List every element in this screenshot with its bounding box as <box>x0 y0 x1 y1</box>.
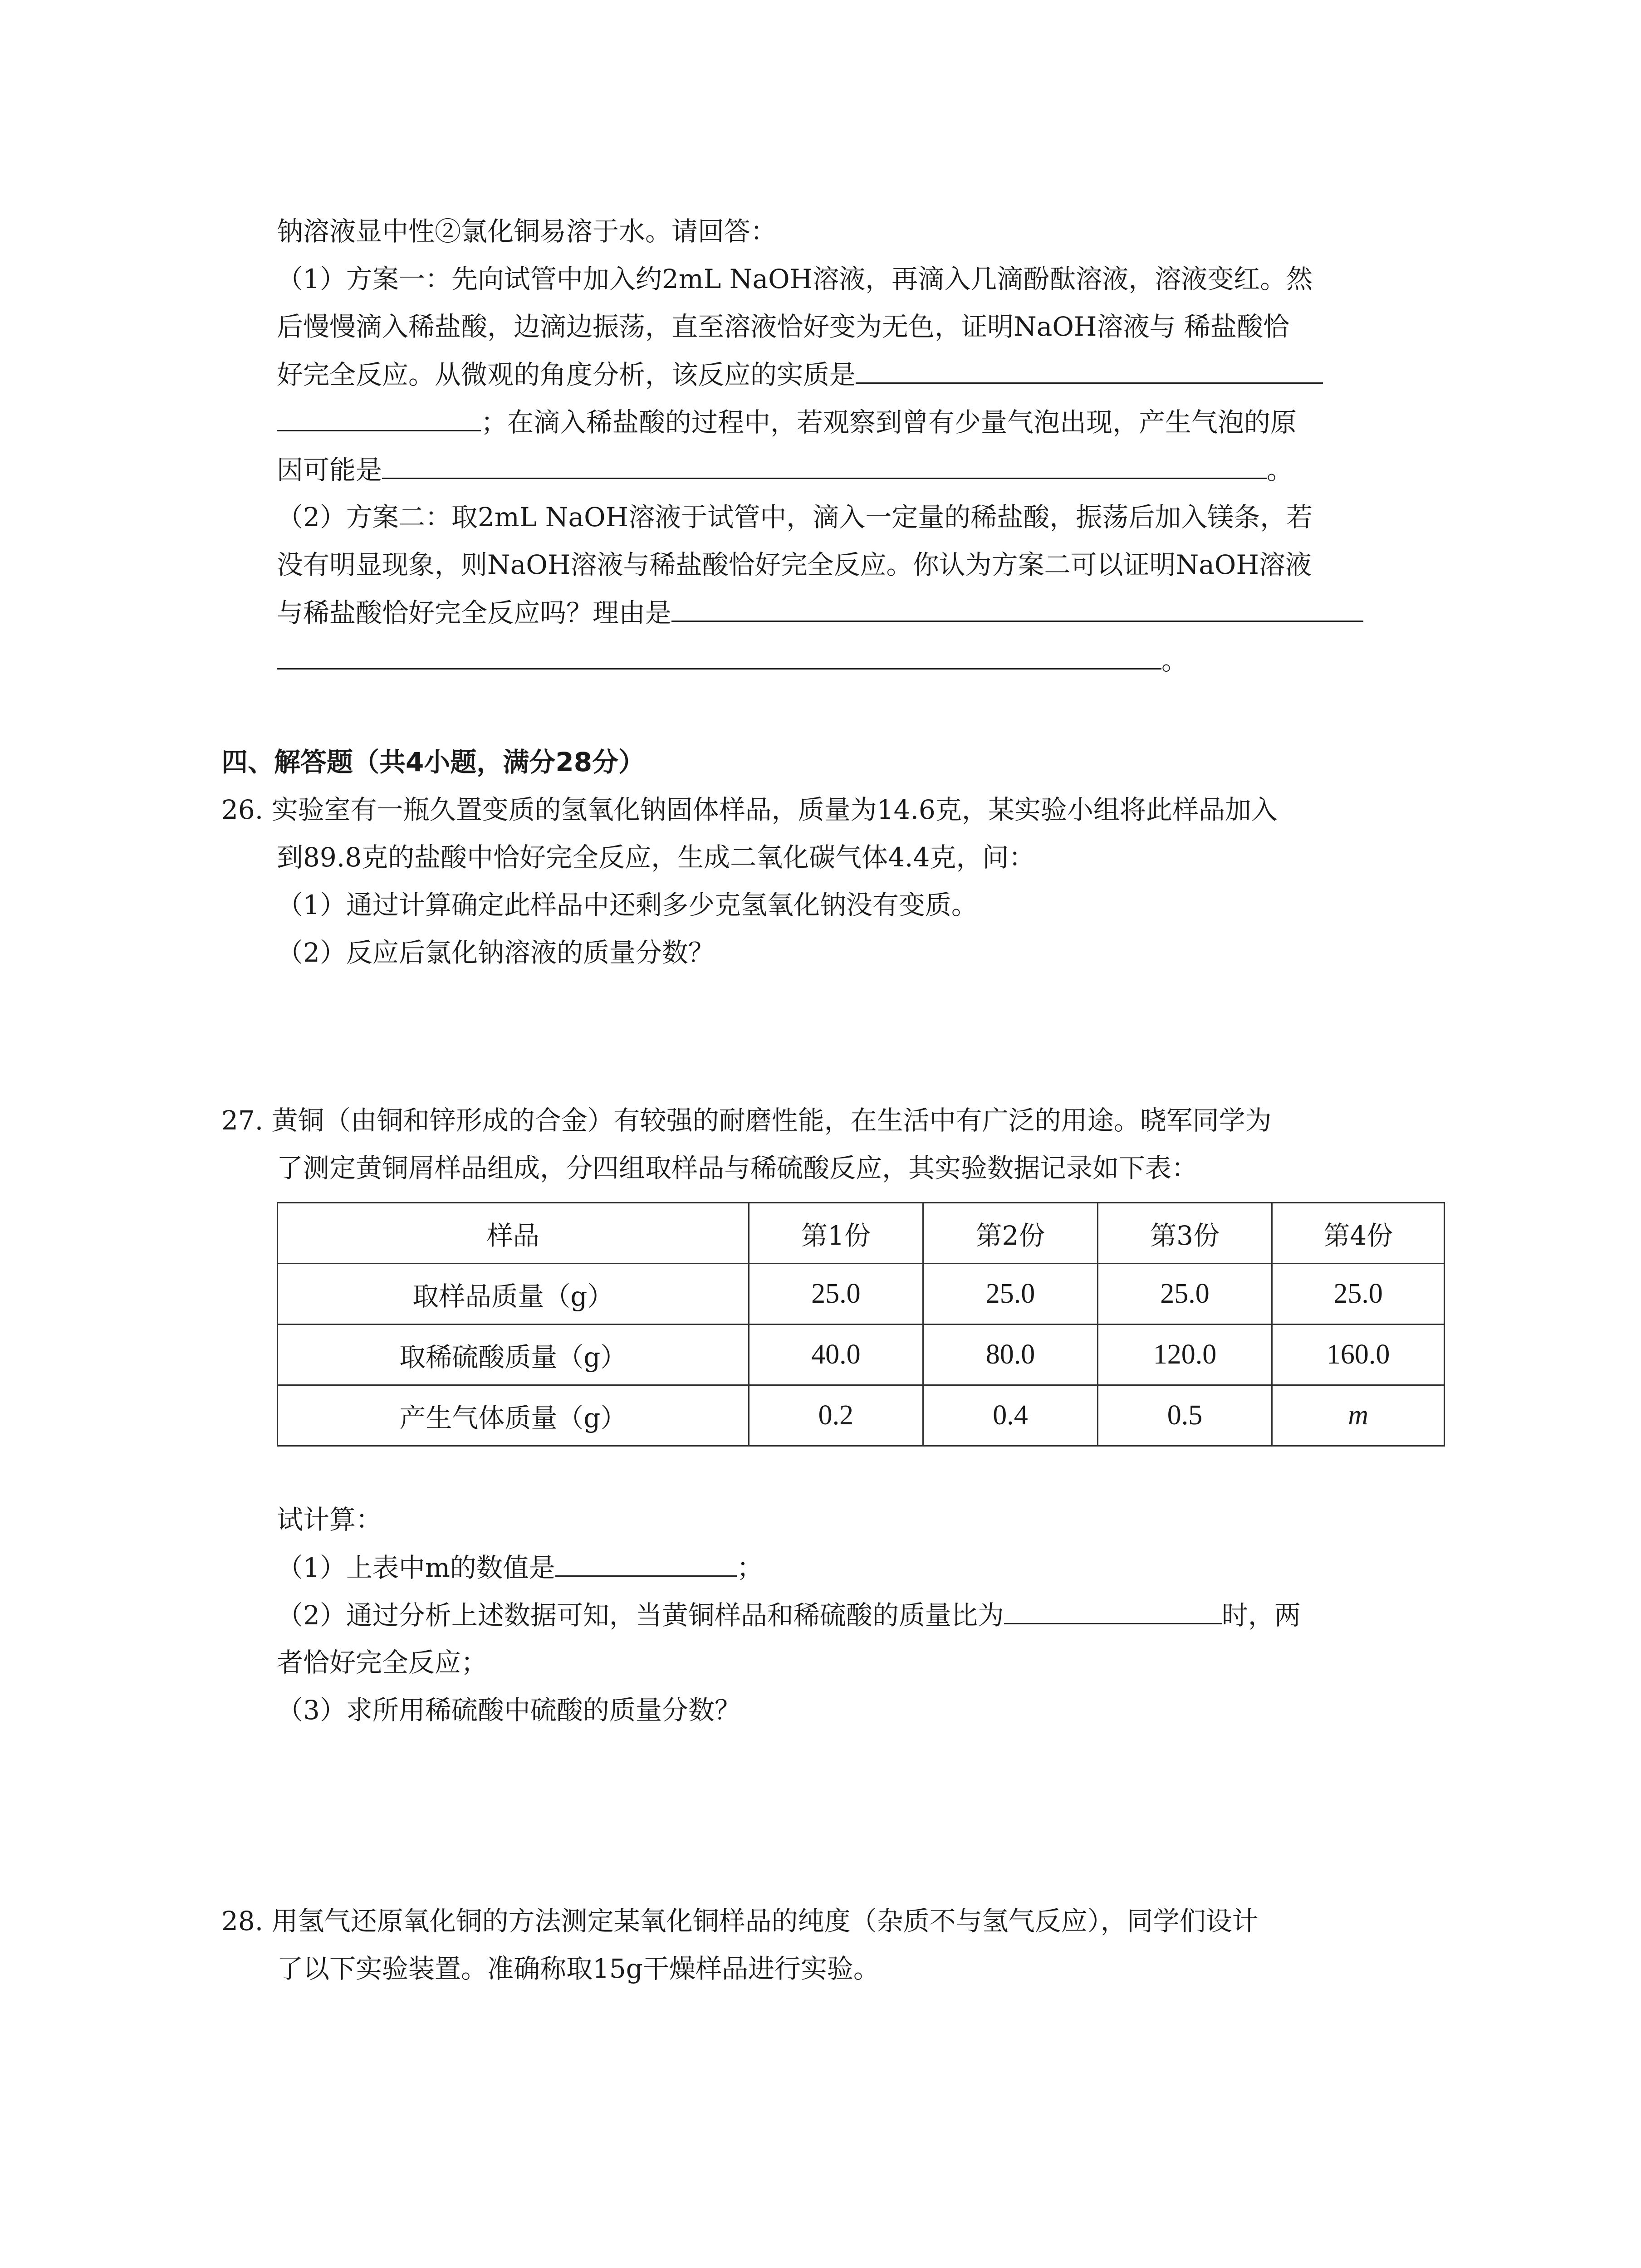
table-header-cell: 第2份 <box>923 1203 1098 1264</box>
q27-line-2: 了测定黄铜屑样品组成，分四组取样品与稀硫酸反应，其实验数据记录如下表： <box>277 1153 1198 1183</box>
q27-line-7: （3）求所用稀硫酸中硫酸的质量分数？ <box>277 1695 741 1725</box>
q27-line-3: 试计算： <box>277 1504 382 1535</box>
table-cell: 0.4 <box>923 1385 1098 1446</box>
q25-answer-blank-1[interactable] <box>856 356 1323 384</box>
table-cell: 80.0 <box>923 1325 1098 1385</box>
table-header-cell: 第3份 <box>1097 1203 1272 1264</box>
table-header-row <box>278 1203 1445 1264</box>
q25-line-6 <box>277 451 1293 488</box>
q25-line-10-end: 。 <box>1161 645 1188 676</box>
q27-answer-blank-2[interactable] <box>1004 1597 1222 1624</box>
table-row <box>278 1385 1445 1446</box>
q28-line-1: 28. 用氢气还原氧化铜的方法测定某氧化铜样品的纯度（杂质不与氢气反应），同学们设计 <box>221 1906 1259 1936</box>
q27-line-4-end: ； <box>736 1552 763 1583</box>
q25-line-6-end: 。 <box>1267 455 1293 485</box>
q27-line-5-text: （2）通过分析上述数据可知，当黄铜样品和稀硫酸的质量比为 <box>277 1600 1004 1631</box>
table-cell: 25.0 <box>1272 1264 1445 1325</box>
table-cell: 25.0 <box>1097 1264 1272 1325</box>
table-cell: 120.0 <box>1097 1325 1272 1385</box>
table-cell: 0.2 <box>749 1385 923 1446</box>
q25-line-5-text: ；在滴入稀盐酸的过程中，若观察到曾有少量气泡出现，产生气泡的原 <box>481 407 1297 438</box>
q27-line-5-end: 时，两 <box>1221 1600 1301 1631</box>
table-cell: 160.0 <box>1272 1325 1445 1385</box>
q27-line-5 <box>277 1597 1301 1633</box>
table-header-cell: 样品 <box>278 1203 749 1264</box>
q25-line-4-text: 好完全反应。从微观的角度分析，该反应的实质是 <box>277 359 856 390</box>
table-cell: 25.0 <box>749 1264 923 1325</box>
q25-line-9-text: 与稀盐酸恰好完全反应吗？理由是 <box>277 597 672 628</box>
table-cell: 40.0 <box>749 1325 923 1385</box>
q27-line-4 <box>277 1549 763 1586</box>
q25-answer-blank-2[interactable] <box>277 404 481 431</box>
q26-line-4: （2）反应后氯化钠溶液的质量分数？ <box>277 937 715 968</box>
q27-line-1: 27. 黄铜（由铜和锌形成的合金）有较强的耐磨性能，在生活中有广泛的用途。晓军同学为 <box>221 1105 1272 1136</box>
table-row <box>278 1264 1445 1325</box>
q25-line-9 <box>277 594 1363 631</box>
q25-answer-blank-4[interactable] <box>671 594 1363 622</box>
table-header-cell: 第4份 <box>1272 1203 1445 1264</box>
q25-line-2: （1）方案一：先向试管中加入约2mL NaOH溶液，再滴入几滴酚酞溶液，溶液变红。然 <box>277 264 1313 294</box>
table-cell: 0.5 <box>1097 1385 1272 1446</box>
table-header-cell: 第1份 <box>749 1203 923 1264</box>
table-row-label: 产生气体质量（g） <box>278 1385 749 1446</box>
q26-line-1: 26. 实验室有一瓶久置变质的氢氧化钠固体样品，质量为14.6克，某实验小组将此样品加入 <box>221 794 1278 825</box>
q28-line-2: 了以下实验装置。准确称取15g干燥样品进行实验。 <box>277 1953 880 1984</box>
table-cell: m <box>1272 1385 1445 1446</box>
q27-line-6: 者恰好完全反应； <box>277 1647 488 1678</box>
data-table <box>277 1202 1445 1447</box>
q26-line-2: 到89.8克的盐酸中恰好完全反应，生成二氧化碳气体4.4克，问： <box>277 842 1035 873</box>
q25-line-4 <box>277 356 1323 393</box>
table-row-label: 取稀硫酸质量（g） <box>278 1325 749 1385</box>
q25-line-6-text: 因可能是 <box>277 455 382 485</box>
table-row-label: 取样品质量（g） <box>278 1264 749 1325</box>
table-row <box>278 1325 1445 1385</box>
section-heading: 四、解答题（共4小题，满分28分） <box>221 747 645 777</box>
q26-line-3: （1）通过计算确定此样品中还剩多少克氢氧化钠没有变质。 <box>277 890 978 920</box>
q25-line-1: 钠溶液显中性②氯化铜易溶于水。请回答： <box>277 216 777 247</box>
q27-answer-blank-1[interactable] <box>555 1549 737 1577</box>
table-cell: 25.0 <box>923 1264 1098 1325</box>
q25-answer-blank-3[interactable] <box>382 451 1267 479</box>
q25-line-7: （2）方案二：取2mL NaOH溶液于试管中，滴入一定量的稀盐酸，振荡后加入镁条，若 <box>277 502 1313 533</box>
q25-line-8: 没有明显现象，则NaOH溶液与稀盐酸恰好完全反应。你认为方案二可以证明NaOH溶液 <box>277 549 1312 580</box>
q25-line-10 <box>277 642 1188 679</box>
q25-line-3: 后慢慢滴入稀盐酸，边滴边振荡，直至溶液恰好变为无色，证明NaOH溶液与 稀盐酸恰 <box>277 311 1289 342</box>
q27-line-4-text: （1）上表中m的数值是 <box>277 1552 555 1583</box>
q25-line-5 <box>277 404 1297 440</box>
q25-answer-blank-5[interactable] <box>277 642 1161 670</box>
